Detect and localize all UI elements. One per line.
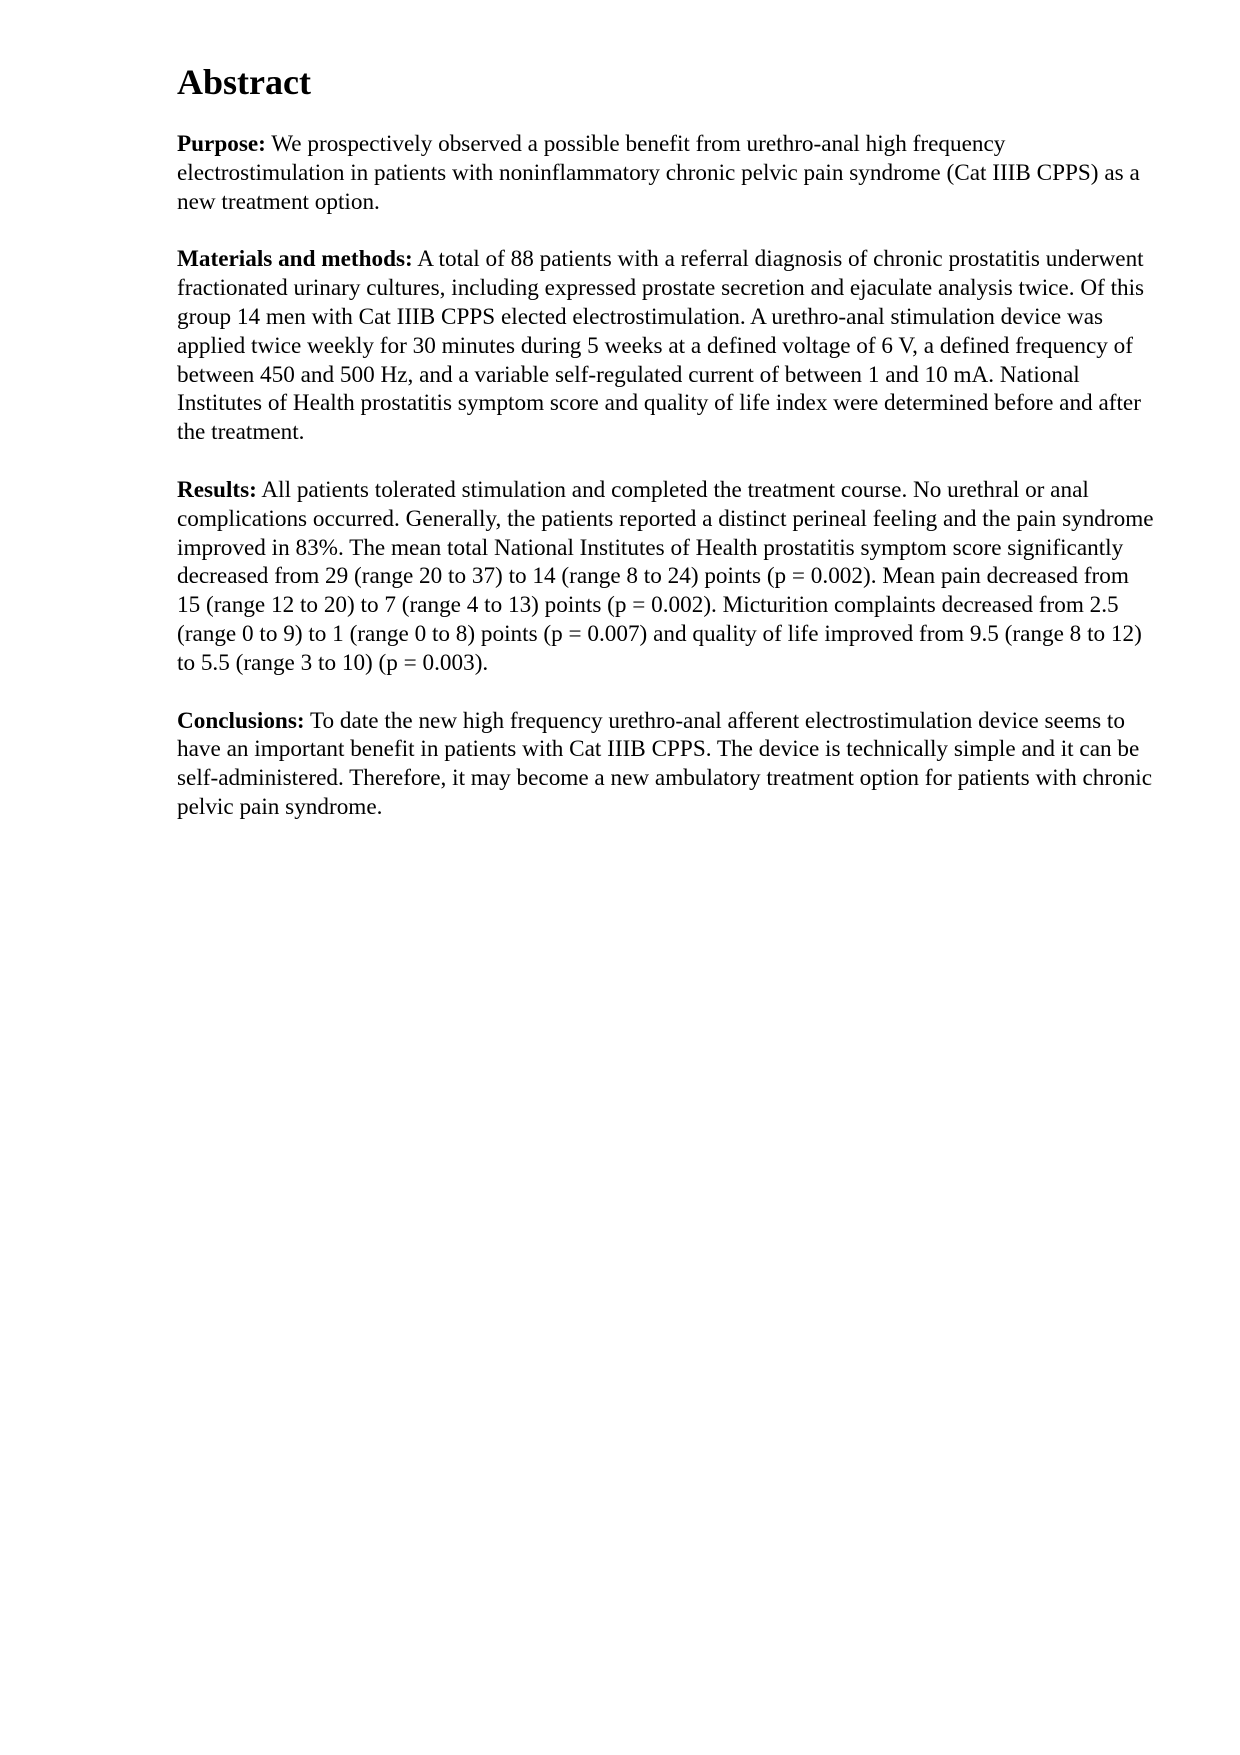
purpose-section (177, 130, 1157, 216)
purpose-text: We prospectively observed a possible benefit from urethro-anal high frequency electrostimulation in patients with noninflammatory chronic pelvic pain syndrome (Cat IIIB CPPS) as a new treatment option. (177, 131, 1140, 215)
purpose-label: Purpose: (177, 131, 266, 157)
methods-section (177, 245, 1157, 447)
conclusions-text: To date the new high frequency urethro-anal afferent electrostimulation device seems to have an important benefit in patients with Cat IIIB CPPS. The device is technically simple and it can be self-administered. Therefore, it may become a new ambulatory treatment option for patients with chronic pelvic pain syndrome. (177, 707, 1153, 820)
methods-label: Materials and methods: (177, 246, 413, 273)
conclusions-section (177, 707, 1157, 822)
results-section (177, 476, 1157, 678)
results-label: Results: (177, 476, 257, 503)
abstract-heading: Abstract (177, 62, 311, 102)
conclusions-label: Conclusions: (177, 707, 305, 734)
methods-text: A total of 88 patients with a referral diagnosis of chronic prostatitis underwent fractionated urinary cultures, including expressed prostate secretion and ejaculate analysis twice. Of this group 14 men with Cat IIIB CPPS elected electrostimulation. A urethro-anal stimulation device was applied twice weekly for 30 minutes during 5 weeks at a defined voltage of 6 V, a defined frequency of between 450 and 500 Hz, and a variable self-regulated current of between 1 and 10 mA. National Institutes of Health prostatitis symptom score and quality of life index were determined before and after the treatment. (177, 246, 1145, 446)
abstract-page (177, 60, 1157, 851)
results-text: All patients tolerated stimulation and completed the treatment course. No urethral or anal complications occurred. Generally, the patients reported a distinct perineal feeling and the pain syndrome improved in 83%. The mean total National Institutes of Health prostatitis symptom score significantly decreased from 29 (range 20 to 37) to 14 (range 8 to 24) points (p = 0.002). Mean pain decreased from 15 (range 12 to 20) to 7 (range 4 to 13) points (p = 0.002). Micturition complaints decreased from 2.5 (range 0 to 9) to 1 (range 0 to 8) points (p = 0.007) and quality of life improved from 9.5 (range 8 to 12) to 5.5 (range 3 to 10) (p = 0.003). (177, 476, 1154, 676)
